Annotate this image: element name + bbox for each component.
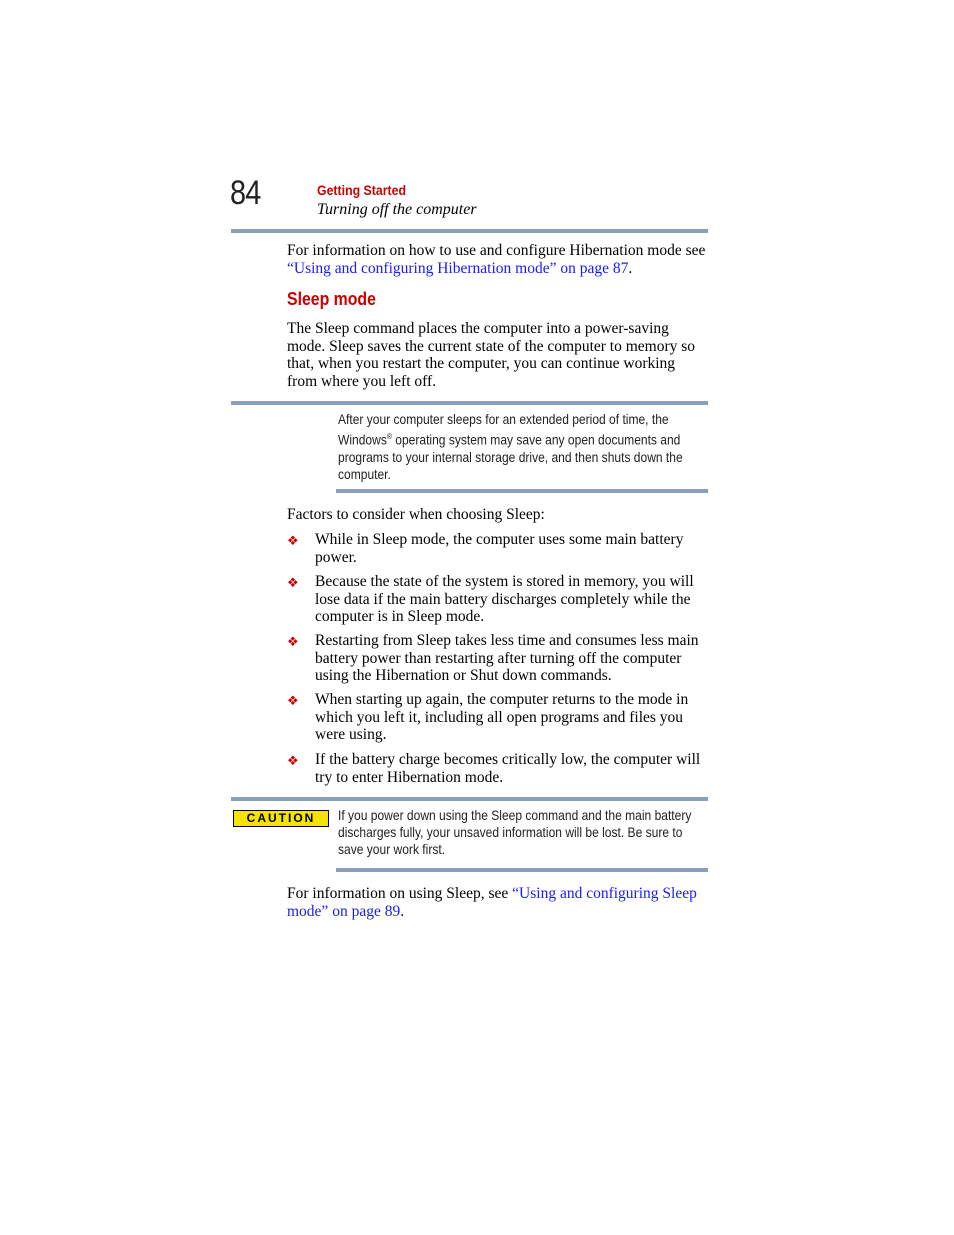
list-item-text: If the battery charge becomes critically low, the computer will try to enter Hibernation mode. (315, 751, 701, 786)
list-item-text: While in Sleep mode, the computer uses some main battery power. (315, 531, 684, 566)
list-item-text: Because the state of the system is stored in memory, you will lose data if the main battery discharges completely while the computer is in Sleep mode. (315, 573, 694, 625)
caution-bottom-rule (336, 868, 708, 872)
caution-top-rule (231, 797, 708, 801)
note-text-after: operating system may save any open documents and programs to your internal storage drive, and then shuts down the computer. (338, 431, 683, 482)
intro-end: . (628, 259, 633, 277)
sleep-mode-heading: Sleep mode (287, 289, 376, 309)
note-top-rule (231, 401, 708, 405)
diamond-bullet-icon: ❖ (287, 753, 299, 768)
list-item-text: When starting up again, the computer returns to the mode in which you left it, including all open programs and files you were using. (315, 691, 689, 743)
diamond-bullet-icon: ❖ (287, 533, 299, 548)
hibernation-link[interactable]: “Using and configuring Hibernation mode” on page 87 (287, 259, 629, 277)
diamond-bullet-icon: ❖ (287, 693, 299, 708)
sleep-link[interactable]: “Using and configuring Sleep mode” on page 89 (287, 885, 697, 920)
subsection-title: Turning off the computer (317, 201, 477, 218)
caution-text: If you power down using the Sleep command and the main battery discharges fully, your unsaved information will be lost. Be sure to save your work first. (338, 807, 692, 857)
intro-text: For information on how to use and configure Hibernation mode see (287, 242, 706, 259)
list-item-text: Restarting from Sleep takes less time and consumes less main battery power than restarting after turning off the computer using the Hibernation or Shut down commands. (315, 632, 699, 684)
sleep-info-paragraph (287, 885, 707, 920)
registered-mark: ® (386, 432, 392, 441)
page-number: 84 (230, 174, 261, 212)
sleep-paragraph: The Sleep command places the computer into a power-saving mode. Sleep saves the current state of the computer to memory so that, when you restart the computer, you can continue working from where you left off. (287, 320, 696, 390)
caution-badge: CAUTION (233, 810, 329, 827)
header-rule (231, 229, 708, 233)
section-title: Getting Started (317, 182, 406, 198)
diamond-bullet-icon: ❖ (287, 575, 299, 590)
intro-paragraph (287, 242, 707, 277)
note-bottom-rule (336, 489, 708, 493)
diamond-bullet-icon: ❖ (287, 634, 299, 649)
note-text (338, 411, 691, 483)
note-text-before: After your computer sleeps for an extended period of time, the Windows (338, 411, 669, 448)
sleep-info-end: . (400, 902, 405, 920)
factors-intro: Factors to consider when choosing Sleep: (287, 506, 545, 523)
sleep-info-text: For information on using Sleep, see (287, 885, 513, 902)
